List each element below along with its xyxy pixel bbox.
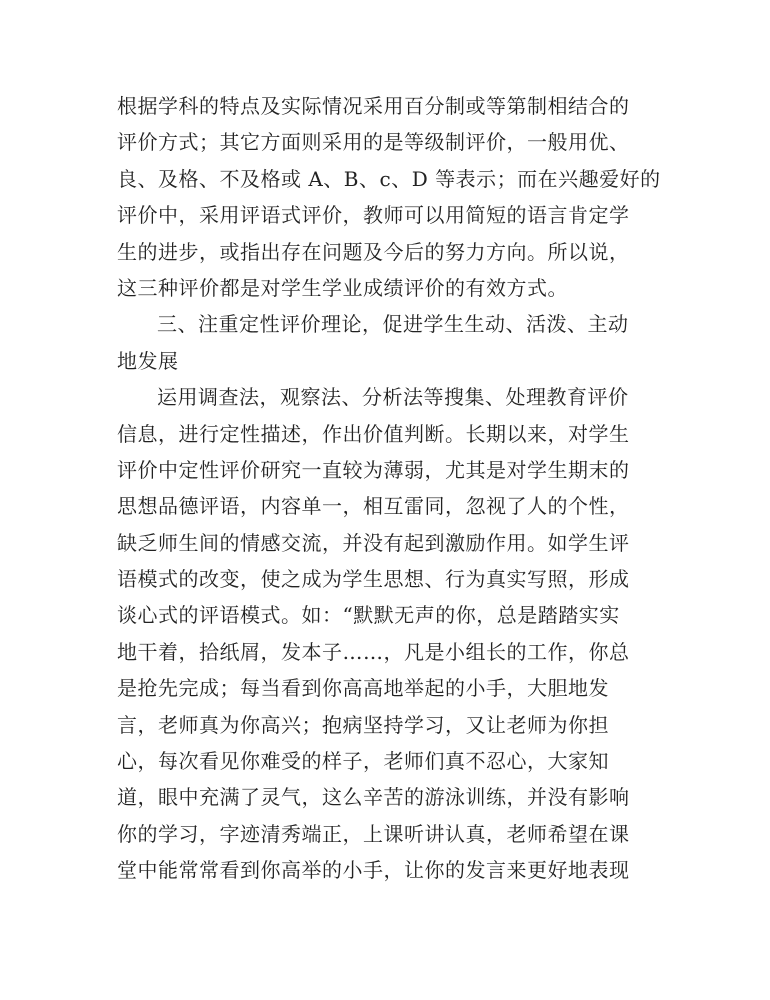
text-line: 你的学习，字迹清秀端正，上课听讲认真，老师希望在课 <box>117 821 630 846</box>
text-line: 评价方式；其它方面则采用的是等级制评价，一般用优、 <box>117 130 630 155</box>
text-line: 道，眼中充满了灵气，这么辛苦的游泳训练，并没有影响 <box>117 785 630 810</box>
text-line: 心，每次看见你难受的样子，老师们真不忍心，大家知 <box>117 749 609 774</box>
text-line: 堂中能常常看到你高举的小手，让你的发言来更好地表现 <box>117 858 630 883</box>
text-line: 评价中定性评价研究一直较为薄弱，尤其是对学生期末的 <box>117 457 630 482</box>
text-line: 地干着，拾纸屑，发本子……，凡是小组长的工作，你总 <box>117 639 630 664</box>
section-heading-line: 三、注重定性评价理论，促进学生生动、活泼、主动 <box>157 312 629 337</box>
text-line: 语模式的改变，使之成为学生思想、行为真实写照，形成 <box>117 567 630 592</box>
section-heading-line: 地发展 <box>117 348 179 373</box>
text-line: 这三种评价都是对学生学业成绩评价的有效方式。 <box>117 275 568 300</box>
text-line: 根据学科的特点及实际情况采用百分制或等第制相结合的 <box>117 94 630 118</box>
text-line: 谈心式的评语模式。如：“默默无声的你，总是踏踏实实 <box>117 603 620 628</box>
text-line: 思想品德评语，内容单一，相互雷同，忽视了人的个性， <box>117 494 630 519</box>
text-line: 生的进步，或指出存在问题及今后的努力方向。所以说， <box>117 239 630 264</box>
text-line: 言，老师真为你高兴；抱病坚持学习，又让老师为你担 <box>117 712 609 737</box>
text-line: 评价中，采用评语式评价，教师可以用简短的语言肯定学 <box>117 203 630 228</box>
text-line: 良、及格、不及格或 A、B、c、D 等表示；而在兴趣爱好的 <box>117 166 661 191</box>
text-line: 信息，进行定性描述，作出价值判断。长期以来，对学生 <box>117 421 630 446</box>
text-line: 运用调查法，观察法、分析法等搜集、处理教育评价 <box>157 385 629 410</box>
text-line: 缺乏师生间的情感交流，并没有起到激励作用。如学生评 <box>117 530 630 555</box>
body-text <box>117 88 677 889</box>
text-line: 是抢先完成；每当看到你高高地举起的小手，大胆地发 <box>117 676 609 701</box>
